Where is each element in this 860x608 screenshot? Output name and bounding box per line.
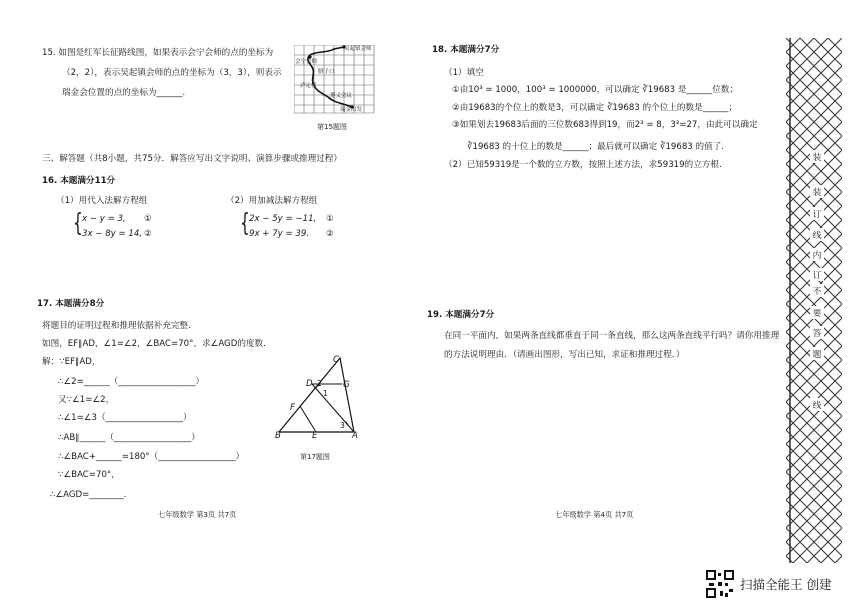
left-page-footer: 七年级数学 第3页 共7页: [158, 510, 237, 519]
fig17-angle-1: 1: [323, 389, 328, 398]
fig17-label-b: B: [275, 431, 281, 441]
binding-char: 订: [810, 207, 824, 220]
q16-part2-eq2-num: ②: [326, 229, 334, 239]
q15-figure-caption: 第15题图: [317, 123, 347, 131]
binding-char: 装: [810, 185, 824, 198]
q17-given: 如图，EF∥AD，∠1=∠2，∠BAC=70°，求∠AGD的度数．: [42, 339, 272, 349]
q15-line2: （2，2），表示吴起镇会师的点的坐标为（3，3），则表示: [62, 68, 282, 78]
map-label-lazikou: 腊子口: [318, 69, 335, 75]
q16-part2-brace: {: [240, 208, 250, 237]
q19-line1: 在同一平面内，如果两条直线都垂直于同一条直线，那么这两条直线平行吗？请你用推理: [444, 331, 780, 341]
q17-step7: ∴∠AGD=________．: [50, 490, 133, 500]
q16-part1-eq2: 3x − 8y = 14,: [82, 229, 143, 239]
binding-lattice: [786, 38, 842, 563]
q17-figure-caption: 第17题图: [300, 453, 330, 461]
map-label-ruijin: 瑞金出发: [340, 107, 363, 113]
q17-step3: ∴∠1=∠3（__________________）: [58, 413, 192, 423]
map-label-luding: 泸定桥: [300, 83, 317, 89]
q18-title: 18. 本题满分7分: [432, 45, 500, 55]
binding-char: 线: [810, 398, 824, 411]
binding-char: 装: [810, 150, 824, 163]
binding-char: 题: [810, 347, 824, 360]
map-label-wuqi: 吴起镇会师: [344, 46, 372, 52]
q17-step6: ∵∠BAC=70°，: [58, 470, 120, 480]
q16-part2-eq1-num: ①: [326, 214, 334, 224]
q16-title: 16. 本题满分11分: [42, 176, 116, 186]
fig17-label-a: A: [352, 431, 358, 441]
q18-line1: ①由10³ = 1000，100³ = 1000000，可以确定 ∛19683 是______位数；: [452, 85, 738, 95]
map-label-zunyi: 遵义会议: [330, 93, 353, 99]
q17-intro: 将题目的证明过程和推理依据补充完整.: [42, 321, 191, 331]
q19-title: 19. 本题满分7分: [427, 310, 495, 320]
qr-code-icon: [706, 570, 734, 598]
q17-step5: ∴∠BAC+______=180°（__________________）: [58, 452, 245, 462]
q18-part1: （1）填空: [444, 68, 484, 78]
q15-line3: 瑞金会位置的点的坐标为______.: [62, 88, 186, 98]
q18-part2: （2）已知59319是一个数的立方数，按照上述方法，求59319的立方根.: [444, 160, 722, 170]
q16-part1-brace: {: [73, 208, 83, 237]
scanner-watermark: 扫描全能王 创建: [740, 577, 832, 592]
section3-heading: 三、解答题（共8小题，共75分．解答应写出文字说明、演算步骤或推理过程）: [42, 154, 342, 164]
q19-line2: 的方法说明理由．（请画出图形，写出已知，求证和推理过程．）: [444, 350, 685, 360]
q16-part2-label: （2）用加减法解方程组: [226, 196, 318, 206]
q16-part1-eq1: x − y = 3,: [82, 214, 126, 224]
fig17-label-f: F: [290, 403, 295, 413]
q18-line3: ③如果划去19683后面的三位数683得到19，而2³ = 8，3³=27，由此可以确定: [452, 120, 758, 130]
fig17-label-e: E: [312, 431, 318, 441]
q17-step2: 又∵∠1=∠2，: [58, 395, 115, 405]
fig17-label-g: G: [343, 380, 350, 390]
q17-step1: ∴∠2=______（__________________）: [58, 377, 205, 387]
q17-title: 17. 本题满分8分: [37, 299, 105, 309]
q16-part1-label: （1）用代入法解方程组: [56, 196, 148, 206]
fig17-label-c: C: [333, 355, 340, 365]
binding-char: 要: [810, 306, 824, 319]
fig17-label-d: D: [306, 379, 313, 389]
binding-char: 订: [810, 268, 824, 281]
q16-part2-eq2: 9x + 7y = 39.: [249, 229, 310, 239]
binding-char: 不: [810, 284, 824, 297]
q18-line2: ②由19683的个位上的数是3，可以确定 ∛19683 的个位上的数是______；: [452, 103, 738, 113]
binding-char: 答: [810, 326, 824, 339]
fig17-angle-3: 3: [340, 421, 345, 430]
q16-part1-eq1-num: ①: [144, 214, 152, 224]
q17-step4: ∴AB∥______（__________________）: [58, 433, 200, 443]
binding-char: 内: [810, 248, 824, 261]
q18-line4: ∛19683 的十位上的数是______；最后就可以确定 ∛19683 的值了.: [467, 142, 725, 152]
q16-part2-eq1: 2x − 5y = −11,: [249, 214, 317, 224]
q15-line1: 15. 如图是红军长征路线图，如果表示会宁会师的点的坐标为: [42, 48, 274, 58]
q17-solution: 解：∵EF∥AD，: [42, 357, 101, 367]
q16-part1-eq2-num: ②: [144, 229, 152, 239]
map-label-huining: 会宁会师: [295, 59, 318, 65]
binding-char: 线: [810, 228, 824, 241]
right-page-footer: 七年级数学 第4页 共7页: [555, 510, 634, 519]
fig17-angle-2: 2: [317, 379, 322, 388]
